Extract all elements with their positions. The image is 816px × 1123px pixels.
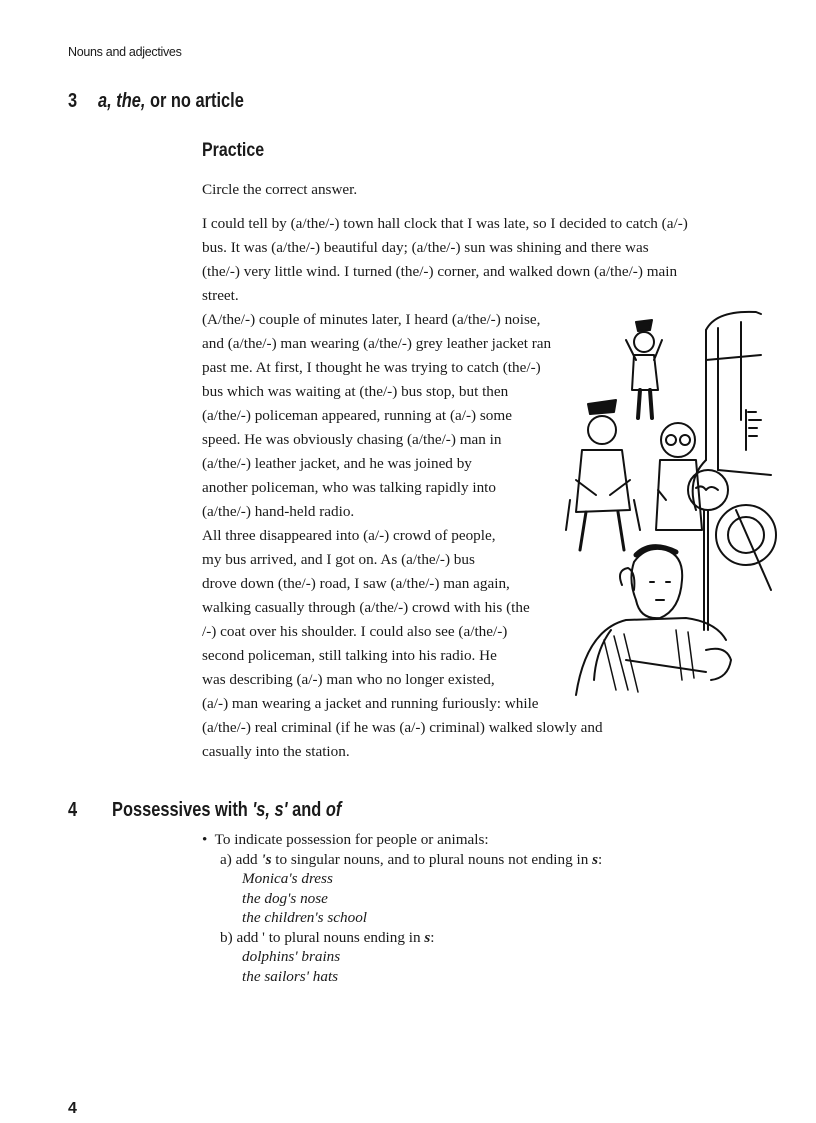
section-4-title — [112, 799, 341, 822]
section-4-title-part: Possessives with — [112, 799, 253, 821]
section-3-title — [98, 90, 244, 113]
bus-drawing — [693, 312, 776, 590]
rule-a — [202, 850, 602, 870]
text-line: walking casually through (a/the/-) crowd with his (the — [202, 599, 530, 616]
text-line: past me. At first, I thought he was trying to catch (the/-) — [202, 359, 541, 376]
section-3-title-italic: a, the, — [98, 90, 146, 112]
text-line: All three disappeared into (a/-) crowd of people, — [202, 527, 496, 544]
rule-b-text: add ' to plural nouns ending in — [236, 928, 425, 946]
rule-a-letter: s — [592, 850, 599, 868]
bus-stop-sign — [688, 470, 728, 630]
possessives-rules — [202, 830, 602, 986]
example — [202, 889, 602, 909]
section-4-number: 4 — [68, 799, 78, 821]
text-line: drove down (the/-) road, I saw (a/the/-) man again, — [202, 575, 510, 592]
rule-b-letter: s — [424, 928, 431, 946]
practice-heading: Practice — [202, 140, 265, 161]
policeman-middle — [566, 400, 640, 550]
text-line: and (a/the/-) man wearing (a/the/-) grey leather jacket ran — [202, 335, 552, 352]
text-line: (A/the/-) couple of minutes later, I heard (a/the/-) noise, — [202, 311, 541, 328]
policeman-top — [626, 320, 662, 418]
example-text: the children's school — [242, 909, 368, 926]
example-text: dolphins' brains — [242, 948, 341, 965]
text-line: (a/-) man wearing a jacket and running furiously: while — [202, 695, 539, 712]
example-text: Monica's dress — [242, 870, 333, 887]
section-3-title-rest: or no article — [145, 90, 244, 112]
section-4-title-part: of — [325, 799, 342, 821]
street-scene-illustration — [556, 300, 786, 710]
text-line: was describing (a/-) man who no longer existed, — [202, 671, 495, 688]
rule-a-text: : — [598, 850, 603, 868]
example — [202, 869, 602, 889]
rule-a-text: to singular nouns, and to plural nouns not ending in — [271, 850, 593, 868]
bullet-text: To indicate possession for people or animals: — [214, 831, 489, 848]
bullet-icon: • — [202, 831, 208, 848]
text-line: another policeman, who was talking rapidly into — [202, 479, 496, 496]
rule-a-label: a) — [220, 850, 232, 868]
text-line: bus which was waiting at (the/-) bus stop, but then — [202, 383, 509, 400]
example — [202, 947, 602, 967]
section-4-title-part: and — [287, 799, 326, 821]
running-head: Nouns and adjectives — [68, 45, 182, 59]
text-line: bus. It was (a/the/-) beautiful day; (a/the/-) sun was shining and there was — [202, 239, 649, 256]
text-line: casually into the station. — [202, 743, 350, 760]
rule-a-text: add — [235, 850, 262, 868]
text-line: (the/-) very little wind. I turned (the/-) corner, and walked down (a/the/-) main — [202, 263, 678, 280]
text-line: speed. He was obviously chasing (a/the/-) man in — [202, 431, 502, 448]
rule-b — [202, 928, 602, 948]
text-line: street. — [202, 287, 239, 304]
paragraph-1 — [202, 212, 776, 308]
text-line: I could tell by (a/the/-) town hall clock that I was late, so I decided to catch (a/-) — [202, 215, 688, 232]
example — [202, 967, 602, 987]
section-4-title-part: 's, s' — [252, 799, 288, 821]
example-text: the sailors' hats — [242, 967, 339, 985]
instruction-text: Circle the correct answer. — [202, 181, 358, 198]
rule-b-label: b) — [220, 928, 233, 946]
text-line: (a/the/-) leather jacket, and he was joined by — [202, 455, 472, 472]
text-line: (a/the/-) hand-held radio. — [202, 503, 355, 520]
text-line: (a/the/-) real criminal (if he was (a/-) criminal) walked slowly and — [202, 719, 603, 736]
rule-b-text: : — [430, 928, 435, 946]
section-3-number: 3 — [68, 90, 78, 112]
text-line: my bus arrived, and I got on. As (a/the/-) bus — [202, 551, 475, 568]
example-text: the dog's nose — [242, 889, 328, 907]
bullet-item — [202, 830, 602, 850]
rule-a-suffix: 's — [261, 850, 272, 868]
page-number: 4 — [68, 1100, 77, 1117]
text-line: /-) coat over his shoulder. I could also see (a/the/-) — [202, 623, 508, 640]
text-line: second policeman, still talking into his radio. He — [202, 647, 497, 664]
example — [202, 908, 602, 928]
text-line: (a/the/-) policeman appeared, running at (a/-) some — [202, 407, 512, 424]
